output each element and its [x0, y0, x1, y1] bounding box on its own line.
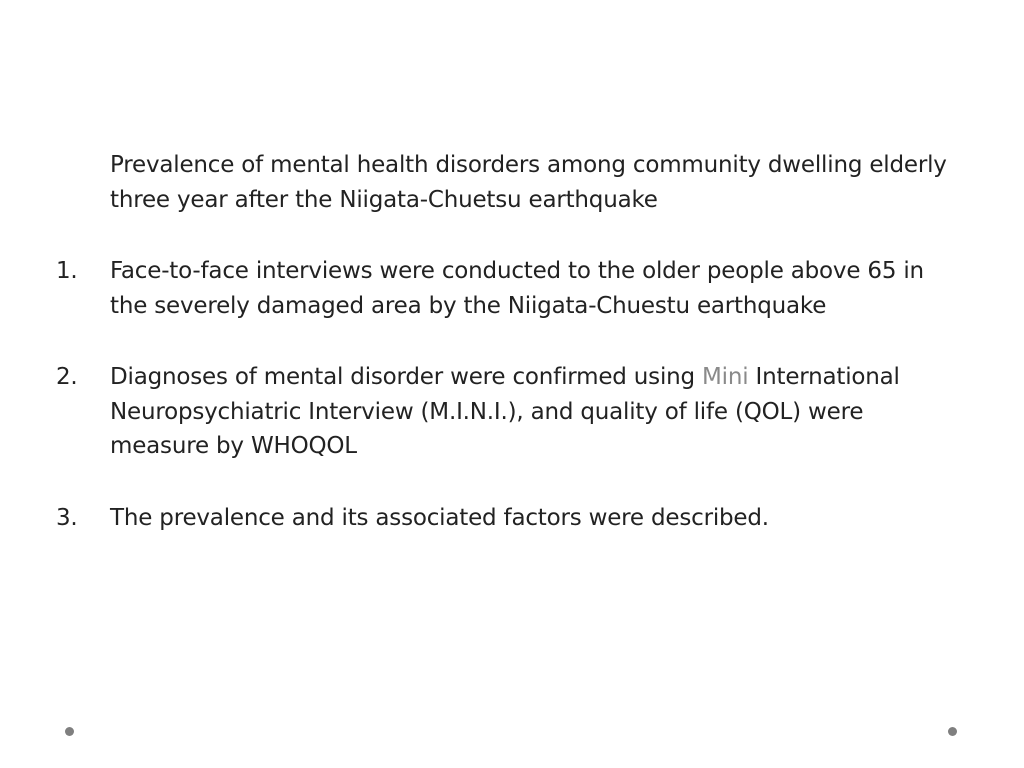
list-text: Face-to-face interviews were conducted to the older people above 65 in the severely damaged area by the Niigata-Chuestu earthquake	[110, 258, 924, 319]
right-dot-icon	[948, 727, 957, 736]
left-dot-icon	[65, 727, 74, 736]
intro-paragraph: Prevalence of mental health disorders among community dwelling elderly three year after the Niigata-Chuetsu earthquake	[110, 152, 947, 213]
list-text-before: Diagnoses of mental disorder were confirmed using	[110, 364, 703, 390]
list-item-2	[56, 360, 966, 464]
list-number: 1.	[56, 258, 78, 284]
list-text: The prevalence and its associated factors were described.	[110, 504, 769, 531]
list-number: 2.	[56, 364, 78, 390]
list-item-3	[56, 501, 966, 536]
list-number: 3.	[56, 504, 78, 531]
list-text	[110, 360, 966, 464]
list-item-1	[56, 254, 966, 323]
list-text-after: International Neuropsychiatric Interview (M.I.N.I.), and quality of life (QOL) were measure by WHOQOL	[110, 364, 900, 459]
highlighted-word: Mini	[702, 364, 749, 390]
slide-content	[56, 148, 966, 572]
